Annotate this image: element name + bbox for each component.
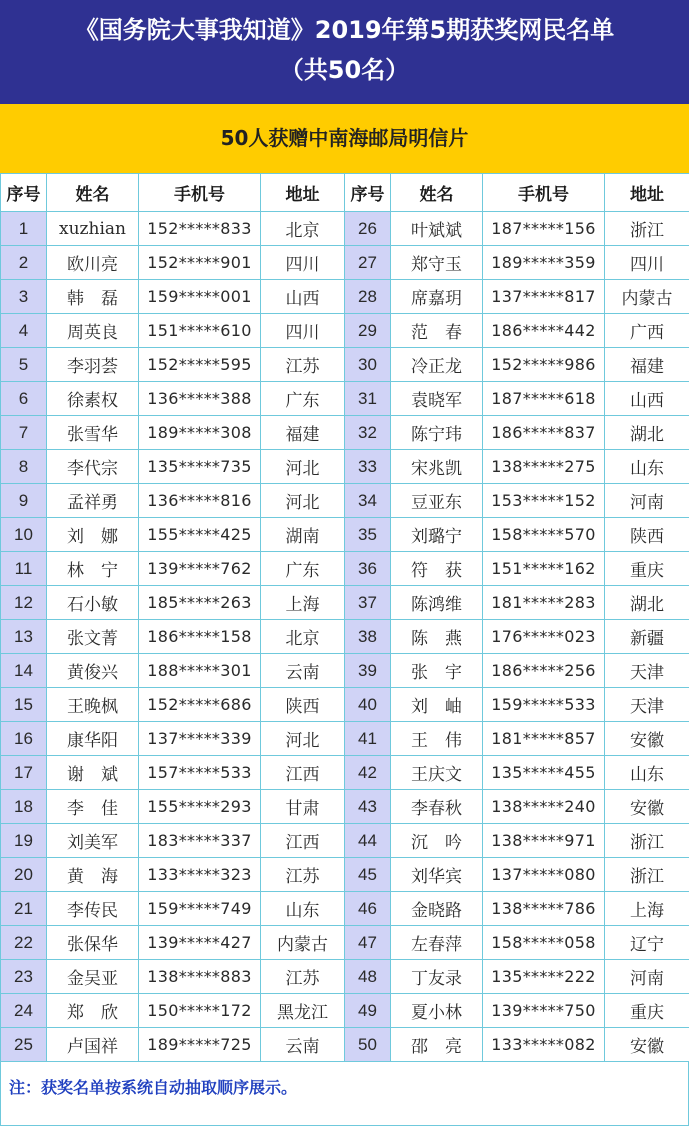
winner-number: 21 (1, 892, 47, 926)
winner-phone: 152*****595 (139, 348, 261, 382)
winner-name: 冷正龙 (391, 348, 483, 382)
winner-phone: 138*****883 (139, 960, 261, 994)
winner-address: 陕西 (605, 518, 689, 552)
winner-phone: 159*****001 (139, 280, 261, 314)
winner-address: 湖北 (605, 586, 689, 620)
winner-address: 重庆 (605, 552, 689, 586)
table-row (1, 1028, 689, 1062)
winner-number: 27 (345, 246, 391, 280)
winner-address: 河北 (261, 450, 345, 484)
winner-number: 20 (1, 858, 47, 892)
winner-address: 山东 (605, 756, 689, 790)
winner-address: 内蒙古 (605, 280, 689, 314)
winner-address: 江西 (261, 756, 345, 790)
table-row (1, 212, 689, 246)
page-title: 《国务院大事我知道》2019年第5期获奖网民名单 (0, 10, 689, 50)
winner-address: 广东 (261, 552, 345, 586)
winner-address: 天津 (605, 688, 689, 722)
winner-address: 北京 (261, 212, 345, 246)
winner-phone: 133*****082 (483, 1028, 605, 1062)
winner-address: 新疆 (605, 620, 689, 654)
winner-name: 陈 燕 (391, 620, 483, 654)
winner-address: 广东 (261, 382, 345, 416)
winner-number: 30 (345, 348, 391, 382)
winner-address: 辽宁 (605, 926, 689, 960)
prize-subtitle: 50人获赠中南海邮局明信片 (0, 104, 689, 173)
winner-name: 林 宁 (47, 552, 139, 586)
winner-phone: 186*****158 (139, 620, 261, 654)
winner-address: 湖北 (605, 416, 689, 450)
winner-number: 17 (1, 756, 47, 790)
winner-name: 邵 亮 (391, 1028, 483, 1062)
winner-name: 刘华宾 (391, 858, 483, 892)
winner-address: 北京 (261, 620, 345, 654)
winner-name: 黄 海 (47, 858, 139, 892)
winner-name: 张雪华 (47, 416, 139, 450)
winner-number: 39 (345, 654, 391, 688)
table-row (1, 960, 689, 994)
winner-name: 席嘉玥 (391, 280, 483, 314)
table-row (1, 858, 689, 892)
column-header: 地址 (605, 174, 689, 212)
table-row (1, 654, 689, 688)
winner-phone: 189*****359 (483, 246, 605, 280)
winner-number: 43 (345, 790, 391, 824)
table-row (1, 552, 689, 586)
winner-name: 李羽荟 (47, 348, 139, 382)
winner-number: 34 (345, 484, 391, 518)
winner-phone: 137*****080 (483, 858, 605, 892)
winner-name: 范 春 (391, 314, 483, 348)
winner-name: 沉 吟 (391, 824, 483, 858)
winner-number: 33 (345, 450, 391, 484)
winner-name: 金晓路 (391, 892, 483, 926)
winners-table (0, 173, 689, 1062)
winner-phone: 186*****837 (483, 416, 605, 450)
winner-address: 福建 (605, 348, 689, 382)
winner-number: 28 (345, 280, 391, 314)
winner-address: 河北 (261, 484, 345, 518)
winner-phone: 187*****156 (483, 212, 605, 246)
winner-phone: 155*****293 (139, 790, 261, 824)
winner-phone: 181*****857 (483, 722, 605, 756)
column-header: 地址 (261, 174, 345, 212)
winner-name: 豆亚东 (391, 484, 483, 518)
winner-name: 孟祥勇 (47, 484, 139, 518)
winner-number: 2 (1, 246, 47, 280)
winner-address: 云南 (261, 1028, 345, 1062)
column-header: 序号 (1, 174, 47, 212)
winner-address: 河北 (261, 722, 345, 756)
table-header-row (1, 174, 689, 212)
winner-phone: 187*****618 (483, 382, 605, 416)
winner-number: 45 (345, 858, 391, 892)
winner-name: 郑 欣 (47, 994, 139, 1028)
winner-name: 李传民 (47, 892, 139, 926)
table-row (1, 416, 689, 450)
winner-phone: 139*****427 (139, 926, 261, 960)
footer-note: 注：获奖名单按系统自动抽取顺序展示。 (0, 1062, 689, 1126)
winner-number: 23 (1, 960, 47, 994)
winner-address: 浙江 (605, 212, 689, 246)
winner-phone: 189*****308 (139, 416, 261, 450)
winner-address: 山西 (605, 382, 689, 416)
winner-address: 广西 (605, 314, 689, 348)
winner-address: 天津 (605, 654, 689, 688)
winner-address: 福建 (261, 416, 345, 450)
winner-name: 王晚枫 (47, 688, 139, 722)
winner-phone: 189*****725 (139, 1028, 261, 1062)
table-row (1, 382, 689, 416)
winner-number: 32 (345, 416, 391, 450)
winner-phone: 136*****816 (139, 484, 261, 518)
table-row (1, 450, 689, 484)
winner-phone: 159*****533 (483, 688, 605, 722)
table-row (1, 246, 689, 280)
winner-name: 刘 娜 (47, 518, 139, 552)
title-banner (0, 0, 689, 104)
winner-phone: 188*****301 (139, 654, 261, 688)
winner-address: 云南 (261, 654, 345, 688)
winner-number: 6 (1, 382, 47, 416)
winner-number: 1 (1, 212, 47, 246)
winner-name: 宋兆凯 (391, 450, 483, 484)
winner-number: 8 (1, 450, 47, 484)
winner-address: 河南 (605, 484, 689, 518)
winner-name: 夏小林 (391, 994, 483, 1028)
winner-address: 四川 (261, 314, 345, 348)
winner-number: 3 (1, 280, 47, 314)
winner-number: 18 (1, 790, 47, 824)
winner-name: 丁友录 (391, 960, 483, 994)
winner-number: 10 (1, 518, 47, 552)
table-row (1, 688, 689, 722)
winner-address: 甘肃 (261, 790, 345, 824)
winner-number: 14 (1, 654, 47, 688)
winner-address: 江苏 (261, 858, 345, 892)
table-row (1, 314, 689, 348)
winner-number: 25 (1, 1028, 47, 1062)
winner-number: 9 (1, 484, 47, 518)
winner-phone: 138*****786 (483, 892, 605, 926)
winner-name: 刘璐宁 (391, 518, 483, 552)
winner-name: 李 佳 (47, 790, 139, 824)
table-row (1, 756, 689, 790)
winner-number: 13 (1, 620, 47, 654)
winner-phone: 181*****283 (483, 586, 605, 620)
winner-phone: 139*****750 (483, 994, 605, 1028)
winner-name: 谢 斌 (47, 756, 139, 790)
winner-number: 48 (345, 960, 391, 994)
winner-number: 46 (345, 892, 391, 926)
winner-name: 黄俊兴 (47, 654, 139, 688)
winner-name: 李春秋 (391, 790, 483, 824)
winner-phone: 137*****817 (483, 280, 605, 314)
winner-phone: 133*****323 (139, 858, 261, 892)
table-row (1, 586, 689, 620)
winner-address: 山西 (261, 280, 345, 314)
winner-name: 李代宗 (47, 450, 139, 484)
winner-address: 江苏 (261, 348, 345, 382)
winner-number: 26 (345, 212, 391, 246)
winner-number: 15 (1, 688, 47, 722)
table-row (1, 348, 689, 382)
winner-name: 袁晓军 (391, 382, 483, 416)
winner-phone: 138*****275 (483, 450, 605, 484)
winner-phone: 157*****533 (139, 756, 261, 790)
winner-name: 左春萍 (391, 926, 483, 960)
winner-name: 王 伟 (391, 722, 483, 756)
table-row (1, 892, 689, 926)
winner-address: 江苏 (261, 960, 345, 994)
winner-phone: 135*****455 (483, 756, 605, 790)
winner-name: xuzhian (47, 212, 139, 246)
winner-phone: 155*****425 (139, 518, 261, 552)
table-row (1, 824, 689, 858)
winner-name: 郑守玉 (391, 246, 483, 280)
winner-name: 叶斌斌 (391, 212, 483, 246)
winner-name: 康华阳 (47, 722, 139, 756)
winner-name: 金吴亚 (47, 960, 139, 994)
winner-address: 四川 (605, 246, 689, 280)
winner-name: 刘美军 (47, 824, 139, 858)
winner-number: 49 (345, 994, 391, 1028)
table-row (1, 722, 689, 756)
winner-phone: 183*****337 (139, 824, 261, 858)
winner-address: 陕西 (261, 688, 345, 722)
winner-number: 38 (345, 620, 391, 654)
winner-number: 47 (345, 926, 391, 960)
winner-number: 22 (1, 926, 47, 960)
winner-address: 重庆 (605, 994, 689, 1028)
winner-phone: 152*****901 (139, 246, 261, 280)
winner-name: 韩 磊 (47, 280, 139, 314)
winner-phone: 176*****023 (483, 620, 605, 654)
winner-address: 上海 (261, 586, 345, 620)
winner-phone: 152*****986 (483, 348, 605, 382)
winner-number: 29 (345, 314, 391, 348)
winner-number: 12 (1, 586, 47, 620)
winner-phone: 153*****152 (483, 484, 605, 518)
winner-address: 山东 (605, 450, 689, 484)
winner-number: 40 (345, 688, 391, 722)
winner-phone: 138*****971 (483, 824, 605, 858)
winner-address: 安徽 (605, 1028, 689, 1062)
winner-number: 37 (345, 586, 391, 620)
table-row (1, 790, 689, 824)
winner-number: 7 (1, 416, 47, 450)
winner-phone: 151*****610 (139, 314, 261, 348)
winner-phone: 136*****388 (139, 382, 261, 416)
winner-phone: 186*****442 (483, 314, 605, 348)
winner-address: 上海 (605, 892, 689, 926)
winner-number: 50 (345, 1028, 391, 1062)
winner-number: 4 (1, 314, 47, 348)
winner-name: 陈鸿维 (391, 586, 483, 620)
winner-number: 24 (1, 994, 47, 1028)
winner-number: 16 (1, 722, 47, 756)
winner-number: 44 (345, 824, 391, 858)
winner-address: 湖南 (261, 518, 345, 552)
winner-phone: 152*****833 (139, 212, 261, 246)
winner-name: 张保华 (47, 926, 139, 960)
winner-phone: 185*****263 (139, 586, 261, 620)
column-header: 手机号 (139, 174, 261, 212)
winner-name: 陈宁玮 (391, 416, 483, 450)
winner-number: 5 (1, 348, 47, 382)
winner-name: 张 宇 (391, 654, 483, 688)
winner-address: 江西 (261, 824, 345, 858)
column-header: 序号 (345, 174, 391, 212)
winner-phone: 158*****058 (483, 926, 605, 960)
winner-phone: 137*****339 (139, 722, 261, 756)
winner-address: 河南 (605, 960, 689, 994)
table-row (1, 994, 689, 1028)
winner-name: 符 获 (391, 552, 483, 586)
page-title-count: （共50名） (0, 50, 689, 90)
column-header: 姓名 (391, 174, 483, 212)
winner-number: 11 (1, 552, 47, 586)
winner-name: 欧川亮 (47, 246, 139, 280)
winner-name: 王庆文 (391, 756, 483, 790)
winner-number: 35 (345, 518, 391, 552)
winner-phone: 135*****222 (483, 960, 605, 994)
winner-number: 42 (345, 756, 391, 790)
winner-phone: 186*****256 (483, 654, 605, 688)
column-header: 姓名 (47, 174, 139, 212)
winner-name: 周英良 (47, 314, 139, 348)
winner-name: 徐素权 (47, 382, 139, 416)
winner-phone: 135*****735 (139, 450, 261, 484)
winner-phone: 150*****172 (139, 994, 261, 1028)
winner-number: 19 (1, 824, 47, 858)
winner-name: 张文菁 (47, 620, 139, 654)
winner-phone: 159*****749 (139, 892, 261, 926)
winner-address: 浙江 (605, 858, 689, 892)
table-row (1, 280, 689, 314)
table-row (1, 484, 689, 518)
winner-number: 41 (345, 722, 391, 756)
winner-phone: 158*****570 (483, 518, 605, 552)
winner-name: 石小敏 (47, 586, 139, 620)
winner-phone: 139*****762 (139, 552, 261, 586)
winner-address: 内蒙古 (261, 926, 345, 960)
table-row (1, 518, 689, 552)
winner-address: 安徽 (605, 722, 689, 756)
winner-address: 浙江 (605, 824, 689, 858)
column-header: 手机号 (483, 174, 605, 212)
winner-number: 31 (345, 382, 391, 416)
winner-address: 安徽 (605, 790, 689, 824)
table-row (1, 620, 689, 654)
winner-name: 刘 岫 (391, 688, 483, 722)
winners-table-body (1, 212, 689, 1062)
winner-number: 36 (345, 552, 391, 586)
winner-address: 黑龙江 (261, 994, 345, 1028)
winner-phone: 152*****686 (139, 688, 261, 722)
winner-address: 山东 (261, 892, 345, 926)
winner-phone: 151*****162 (483, 552, 605, 586)
winner-address: 四川 (261, 246, 345, 280)
winner-name: 卢国祥 (47, 1028, 139, 1062)
winner-phone: 138*****240 (483, 790, 605, 824)
table-row (1, 926, 689, 960)
